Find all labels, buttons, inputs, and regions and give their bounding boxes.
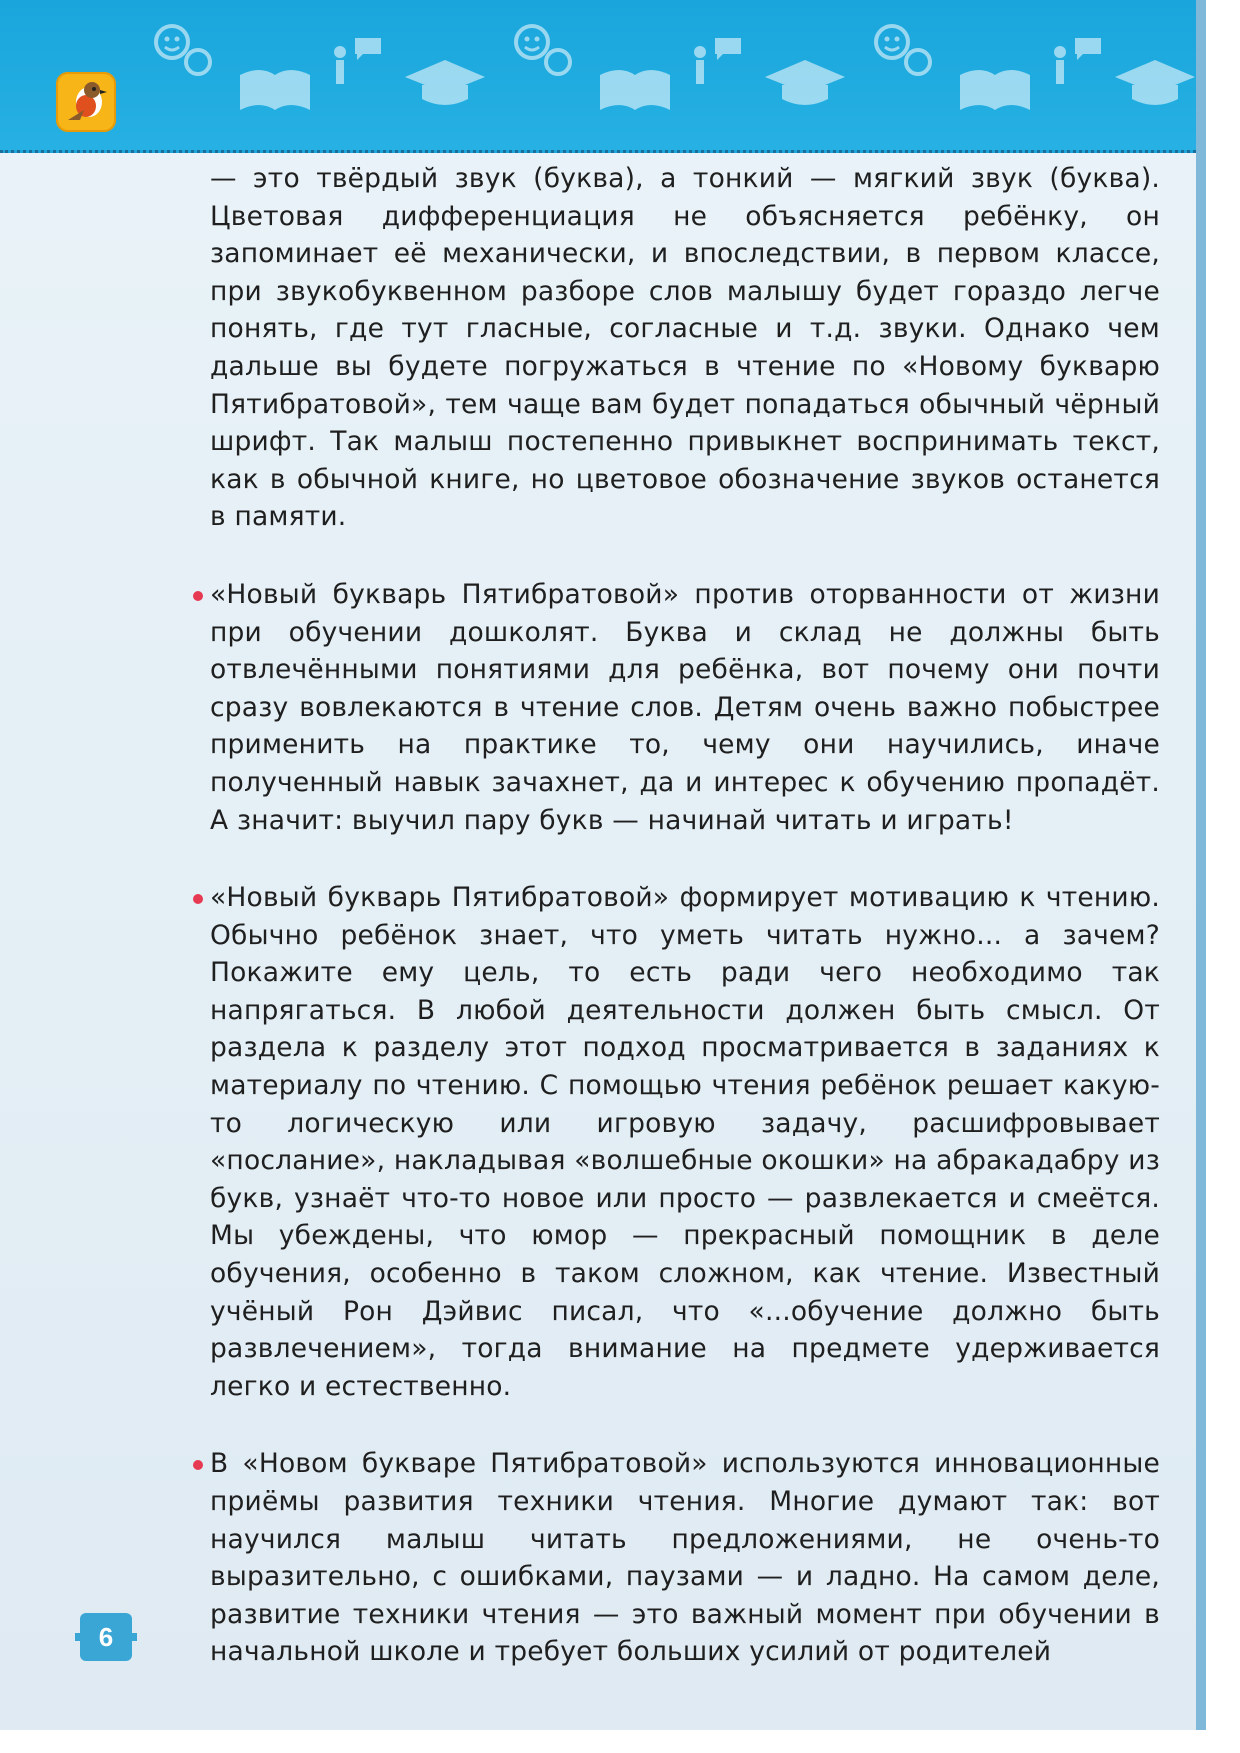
bullet-item	[210, 879, 1160, 1405]
page-number: 6	[80, 1613, 132, 1661]
bullet-text: В «Новом букваре Пятибратовой» используются инновационные приёмы развития техники чтения. Многие думают так: вот научился малыш читать предложениями, не очень-то выразительно, с ошибками, паузами — и ладно. На самом деле, развитие техники чтения — это важный момент при обучении в начальной школе и требует больших усилий от родителей	[210, 1448, 1160, 1668]
page-header	[0, 0, 1196, 153]
book-icon	[595, 60, 675, 115]
bird-icon	[56, 72, 116, 132]
person-speech-icon	[320, 30, 390, 100]
bullet-dot-icon	[193, 894, 203, 904]
face-icon	[150, 20, 220, 80]
graduation-cap-icon	[760, 55, 850, 115]
main-text	[210, 160, 1160, 1711]
bullet-dot-icon	[193, 1460, 203, 1470]
person-speech-icon	[680, 30, 750, 100]
bullet-text: «Новый букварь Пятибратовой» против оторванности от жизни при обучении дошколят. Буква и склад не должны быть отвлечёнными понятиями для ребёнка, вот почему они почти сразу вовлекаются в чтение слов. Детям очень важно побыстрее применить на практике то, чему они научились, иначе полученный навык зачахнет, да и интерес к обучению пропадёт. А значит: выучил пару букв — начинай читать и играть!	[210, 578, 1160, 836]
face-icon	[870, 20, 940, 80]
bullet-text: «Новый букварь Пятибратовой» формирует мотивацию к чтению. Обычно ребёнок знает, что уметь читать нужно... а зачем? Покажите ему цель, то есть ради чего необходимо так напрягаться. В любой деятельности должен быть смысл. От раздела к разделу этот подход просматривается в заданиях к материалу по чтению. С помощью чтения ребёнок решает какую-то логическую или игровую задачу, расшифровывает «послание», накладывая «волшебные окошки» на абракадабру из букв, узнаёт что-то новое или просто — развлекается и смеётся. Мы убеждены, что юмор — прекрасный помощник в деле обучения, особенно в таком сложном, как чтение. Известный учёный Рон Дэйвис писал, что «...обучение должно быть развлечением», тогда внимание на предмете удерживается легко и естественно.	[210, 882, 1160, 1402]
intro-paragraph: — это твёрдый звук (буква), а тонкий — мягкий звук (буква). Цветовая дифференциация не объясняется ребёнку, он запоминает её механически, и впоследствии, в первом классе, при звукобуквенном разборе слов малышу будет гораздо легче понять, где тут гласные, согласные и т.д. звуки. Однако чем дальше вы будете погружаться в чтение по «Новому букварю Пятибратовой», тем чаще вам будет попадаться обычный чёрный шрифт. Так малыш постепенно привыкнет воспринимать текст, как в обычной книге, но цветовое обозначение звуков останется в памяти.	[210, 163, 1160, 533]
bullet-item	[210, 1445, 1160, 1671]
book-icon	[235, 60, 315, 115]
bullet-dot-icon	[193, 591, 203, 601]
book-icon	[955, 60, 1035, 115]
person-speech-icon	[1040, 30, 1110, 100]
graduation-cap-icon	[400, 55, 490, 115]
graduation-cap-icon	[1110, 55, 1200, 115]
publisher-logo	[56, 72, 116, 132]
face-icon	[510, 20, 580, 80]
bullet-item	[210, 576, 1160, 839]
